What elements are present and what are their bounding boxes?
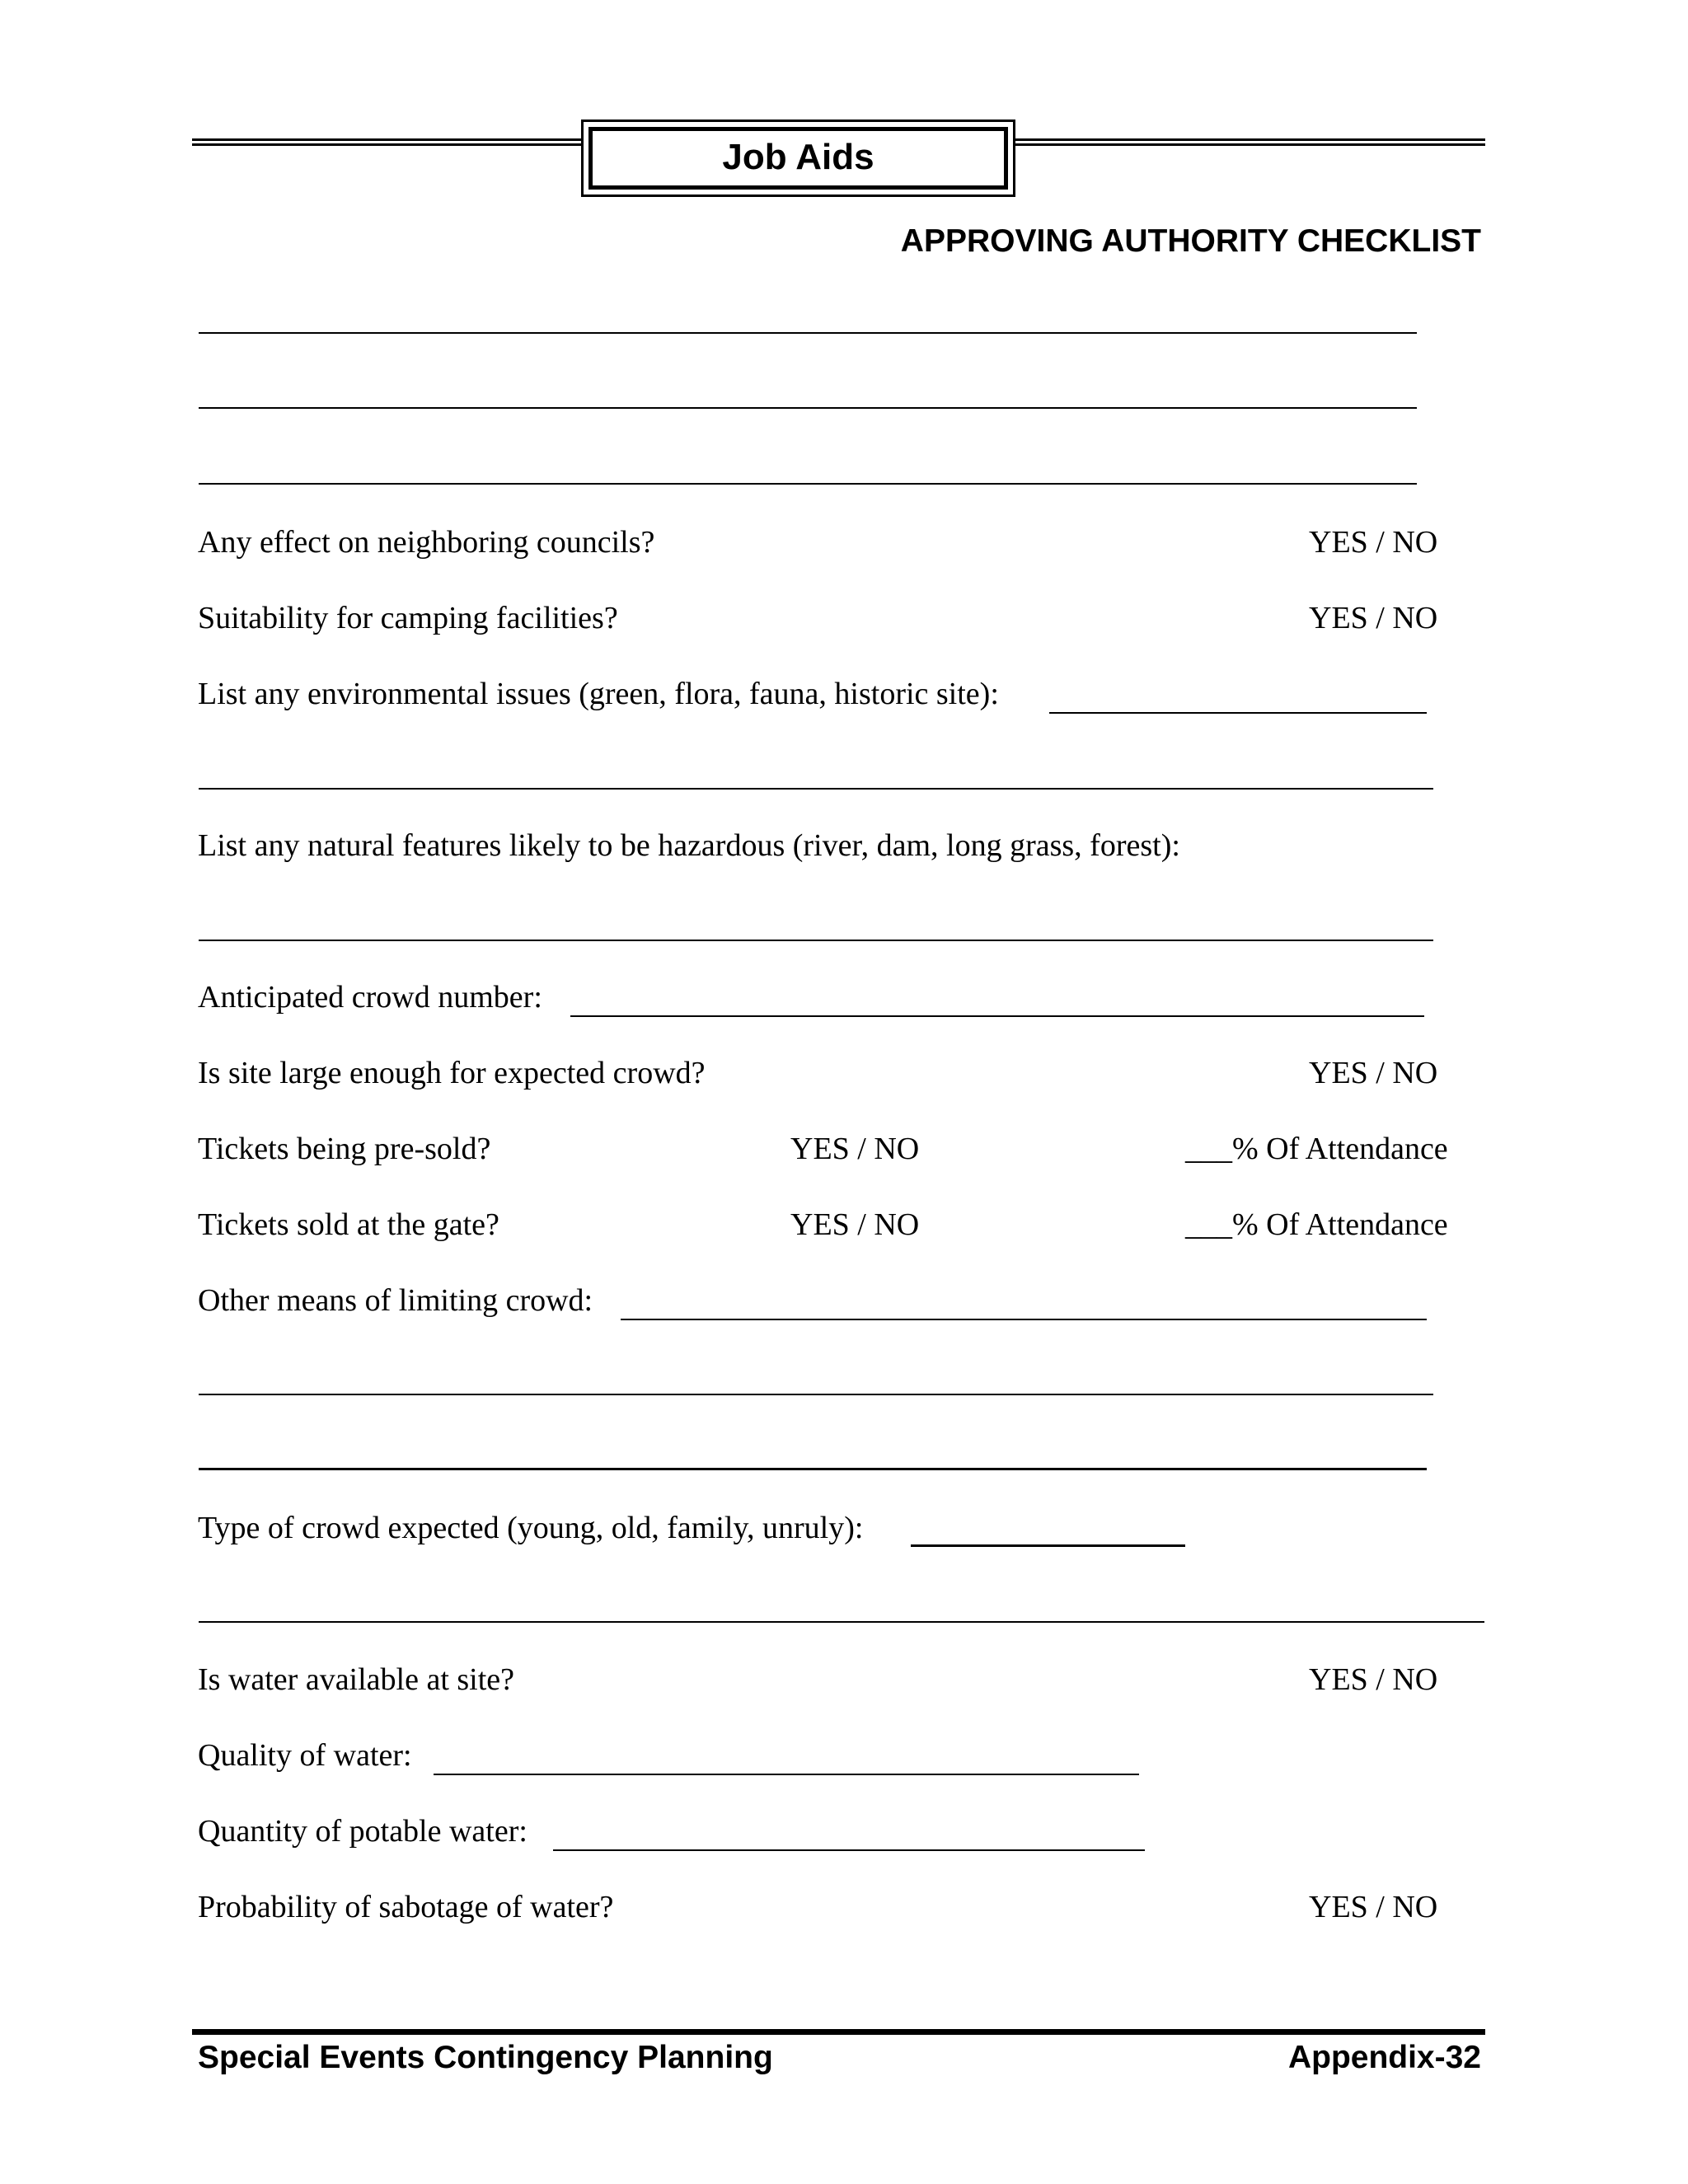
question-tickets-gate: Tickets sold at the gate? [198,1207,499,1242]
limiting-crowd-line-2[interactable] [199,1394,1433,1395]
page-number: Appendix-32 [1287,2040,1481,2075]
yes-no-tickets-gate[interactable]: YES / NO [790,1207,920,1242]
question-water-sabotage: Probability of sabotage of water? [198,1890,614,1924]
question-potable-water-quantity: Quantity of potable water: [198,1814,528,1849]
question-environmental-issues: List any environmental issues (green, flora, fauna, historic site): [198,677,999,711]
header-rule-left [192,138,581,146]
potable-water-quantity-field[interactable] [553,1849,1145,1851]
water-quality-field[interactable] [434,1774,1139,1775]
yes-no-tickets-presold[interactable]: YES / NO [790,1132,920,1166]
checklist-title: APPROVING AUTHORITY CHECKLIST [900,223,1481,259]
yes-no-water-sabotage[interactable]: YES / NO [1309,1890,1438,1924]
notes-line-1[interactable] [199,332,1417,334]
environmental-issues-line-2[interactable] [199,788,1433,790]
question-crowd-number: Anticipated crowd number: [198,980,542,1015]
question-water-available: Is water available at site? [198,1662,515,1697]
crowd-number-field[interactable] [570,1015,1424,1017]
notes-line-2[interactable] [199,407,1417,409]
yes-no-site-large-enough[interactable]: YES / NO [1309,1056,1438,1090]
question-tickets-presold: Tickets being pre-sold? [198,1132,491,1166]
yes-no-neighboring-councils[interactable]: YES / NO [1309,525,1438,560]
limiting-crowd-field[interactable] [621,1319,1427,1320]
footer-title: Special Events Contingency Planning [198,2040,773,2075]
yes-no-camping-facilities[interactable]: YES / NO [1309,601,1438,635]
attendance-gate-field[interactable]: ___% Of Attendance [1185,1207,1448,1242]
question-camping-facilities: Suitability for camping facilities? [198,601,618,635]
section-label: Job Aids [722,137,874,177]
question-limiting-crowd: Other means of limiting crowd: [198,1283,593,1318]
yes-no-water-available[interactable]: YES / NO [1309,1662,1438,1697]
notes-line-3[interactable] [199,483,1417,485]
question-neighboring-councils: Any effect on neighboring councils? [198,525,655,560]
question-crowd-type: Type of crowd expected (young, old, family, unruly): [198,1511,864,1545]
crowd-type-field[interactable] [911,1544,1185,1547]
section-divider [199,1621,1484,1623]
question-water-quality: Quality of water: [198,1738,412,1773]
question-natural-features: List any natural features likely to be hazardous (river, dam, long grass, forest): [198,828,1180,863]
environmental-issues-field[interactable] [1049,712,1427,714]
natural-features-field[interactable] [199,940,1433,941]
header-rule-right [1015,138,1485,146]
footer-rule [192,2029,1485,2035]
limiting-crowd-line-3[interactable] [199,1468,1427,1470]
question-site-large-enough: Is site large enough for expected crowd? [198,1056,706,1090]
attendance-presold-field[interactable]: ___% Of Attendance [1185,1132,1448,1166]
